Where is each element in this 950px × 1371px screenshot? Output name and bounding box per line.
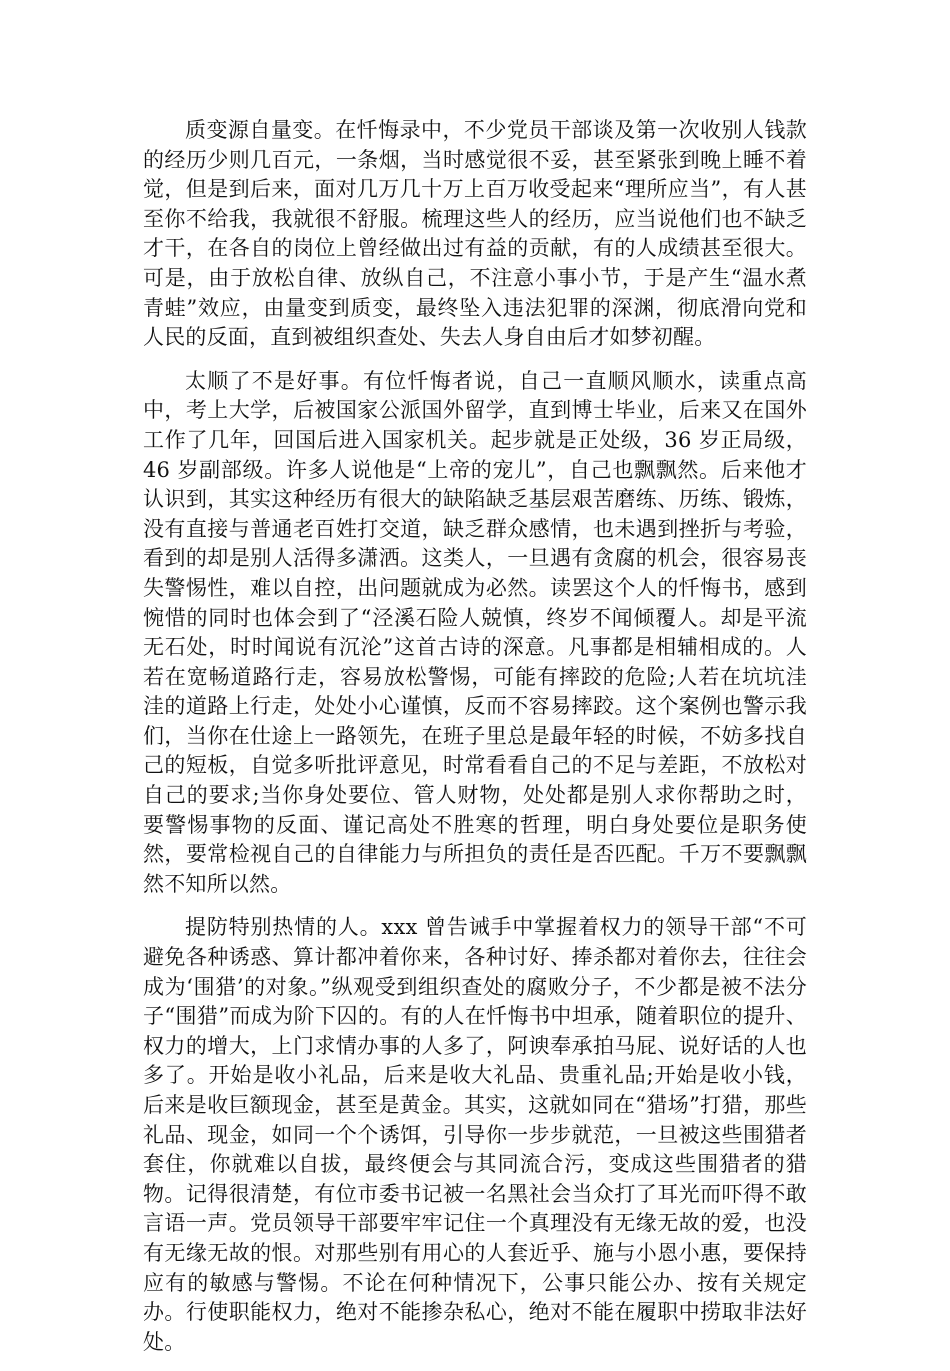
paragraph-beware-enthusiasm: 提防特别热情的人。xxx 曾告诫手中掌握着权力的领导干部“不可避免各种诱惑、算计都冲着你来，各种讨好、捧杀都对着你去，往往会成为‘围猎’的对象。”纵观受到组织查处的腐败分子，不少都是被不法分子“围猎”而成为阶下囚的。有的人在忏悔书中坦承，随着职位的提升、权力的增大，上门求情办事的人多了，阿谀奉承拍马屁、说好话的人也多了。开始是收小礼品，后来是收大礼品、贵重礼品;开始是收小钱，后来是收巨额现金，甚至是黄金。其实，这就如同在“猎场”打猎，那些礼品、现金，如同一个个诱饵，引导你一步步就范，一旦被这些围猎者套住，你就难以自拔，最终便会与其同流合污，变成这些围猎者的猎物。记得很清楚，有位市委书记被一名黑社会当众打了耳光而吓得不敢言语一声。党员领导干部要牢牢记住一个真理没有无缘无故的爱，也没有无缘无故的恨。对那些别有用心的人套近乎、施与小恩小惠，要保持应有的敏感与警惕。不论在何种情况下，公事只能公办、按有关规定办。行使职能权力，绝对不能掺杂私心，绝对不能在履职中捞取非法好处。 [143,915,807,1354]
paragraph-quantitative-change: 质变源自量变。在忏悔录中，不少党员干部谈及第一次收别人钱款的经历少则几百元，一条烟，当时感觉很不妥，甚至紧张到晚上睡不着觉，但是到后来，面对几万几十万上百万收受起来“理所应当”，有人甚至你不给我，我就很不舒服。梳理这些人的经历，应当说他们也不缺乏才干，在各自的岗位上曾经做出过有益的贡献，有的人成绩甚至很大。可是，由于放松自律、放纵自己，不注意小事小节，于是产生“温水煮青蛙”效应，由量变到质变，最终坠入违法犯罪的深渊，彻底滑向党和人民的反面，直到被组织查处、失去人身自由后才如梦初醒。 [143,118,807,350]
paragraph-too-smooth: 太顺了不是好事。有位忏悔者说，自己一直顺风顺水，读重点高中，考上大学，后被国家公派国外留学，直到博士毕业，后来又在国外工作了几年，回国后进入国家机关。起步就是正处级，36 岁正局级，46 岁副部级。许多人说他是“上帝的宠儿”，自己也飘飘然。后来他才认识到，其实这种经历有很大的缺陷缺乏基层艰苦磨练、历练、锻炼，没有直接与普通老百姓打交道，缺乏群众感情，也未遇到挫折与考验，看到的却是别人活得多潇洒。这类人，一旦遇有贪腐的机会，很容易丧失警惕性，难以自控，出问题就成为必然。读罢这个人的忏悔书，感到惋惜的同时也体会到了“泾溪石险人兢慎，终岁不闻倾覆人。却是平流无石处，时时闻说有沉沦”这首古诗的深意。凡事都是相辅相成的。人若在宽畅道路行走，容易放松警惕，可能有摔跤的危险;人若在坑坑洼洼的道路上行走，处处小心谨慎，反而不容易摔跤。这个案例也警示我们，当你在仕途上一路领先，在班子里总是最年轻的时候，不妨多找自己的短板，自觉多听批评意见，时常看看自己的不足与差距，不放松对自己的要求;当你身处要位、管人财物，处处都是别人求你帮助之时，要警惕事物的反面、谨记高处不胜寒的哲理，明白身处要位是职务使然，要常检视自己的自律能力与所担负的责任是否匹配。千万不要飘飘然不知所以然。 [143,368,807,896]
document-page [143,116,807,1371]
